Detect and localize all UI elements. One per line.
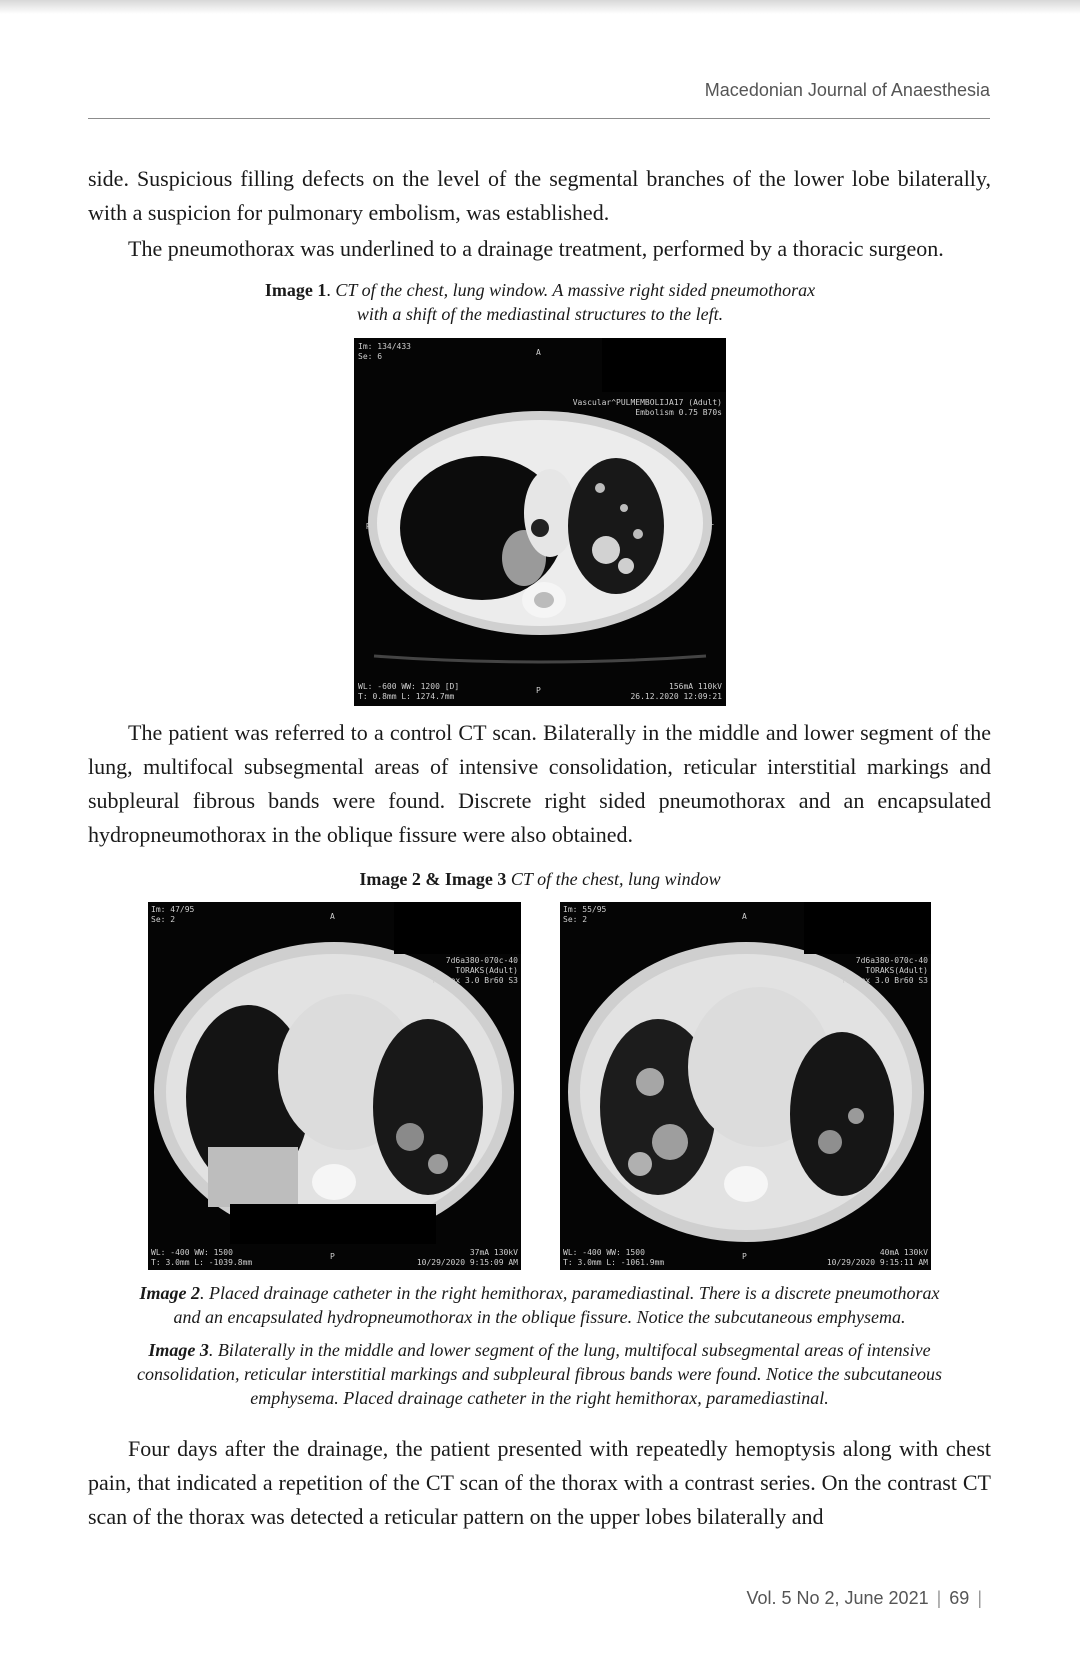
figure23-title-text: CT of the chest, lung window bbox=[510, 869, 721, 889]
ct-overlay-text: A bbox=[536, 348, 541, 357]
ct-overlay-text: Im: 47/95 bbox=[151, 905, 195, 914]
ct-overlay-text: WL: -400 WW: 1500 bbox=[563, 1248, 645, 1257]
paragraph-control-ct: The patient was referred to a control CT scan. Bilaterally in the middle and lower segment of the lung, multifocal subsegmental areas of intensive consolidation, reticular interstitial markings and subpleural fibrous bands were found. Discrete right sided pneumothorax and an encapsulated hydropneumothorax in the oblique fissure were also obtained. bbox=[88, 720, 991, 847]
figure3-ct-image bbox=[560, 902, 931, 1270]
figure2-caption: Image 2. Placed drainage catheter in the right hemithorax, paramediastinal. There is a discrete pneumothorax and an encapsulated hydropneumothorax in the oblique fissure. Notice the subcutaneous emphysema. bbox=[139, 1283, 940, 1327]
ct-overlay-text: Se: 2 bbox=[563, 915, 588, 924]
ct-overlay-text: Vascular^PULMEMBOLIJA17 (Adult) bbox=[572, 398, 722, 407]
ct-overlay-text: 156mA 110kV bbox=[669, 682, 722, 691]
ct-overlay-text: A bbox=[742, 912, 747, 921]
figure3-caption-line3: emphysema. Placed drainage catheter in the right hemithorax, paramediastinal. bbox=[250, 1388, 829, 1408]
paragraph-continuation: side. Suspicious filling defects on the level of the segmental branches of the lower lobe bilaterally, with a suspicion for pulmonary embolism, was established. bbox=[88, 166, 991, 225]
figure2-ct-image bbox=[148, 902, 521, 1270]
figure2-caption-line1: Placed drainage catheter in the right hemithorax, paramediastinal. There is a discrete pneumothorax bbox=[208, 1283, 940, 1303]
ct-overlay-text: T: 0.8mm L: 1274.7mm bbox=[358, 692, 455, 701]
ct-overlay-text: Se: 6 bbox=[358, 352, 383, 361]
ct-overlay-text: 37mA 130kV bbox=[469, 1248, 518, 1257]
figure3-label: Image 3 bbox=[148, 1340, 209, 1360]
figure2-caption-line2: and an encapsulated hydropneumothorax in the oblique fissure. Notice the subcutaneous emphysema. bbox=[173, 1307, 906, 1327]
redaction-box bbox=[230, 1204, 436, 1244]
figure1-caption: Image 1. CT of the chest, lung window. A massive right sided pneumothorax with a shift of the mediastinal structures to the left. bbox=[264, 280, 816, 324]
footer-volume: Vol. 5 No 2, June 2021 bbox=[746, 1588, 929, 1608]
figure3-caption-line2: consolidation, reticular interstitial markings and subpleural fibrous bands were found. Notice the subcutaneous bbox=[137, 1364, 942, 1384]
ct-overlay-text: Thorax 3.0 Br60 S3 bbox=[431, 976, 518, 985]
figure1-ct-image bbox=[354, 338, 726, 706]
figure3-caption-line1: Bilaterally in the middle and lower segment of the lung, multifocal subsegmental areas of intensive bbox=[217, 1340, 931, 1360]
figure1-caption-line2: with a shift of the mediastinal structures to the left. bbox=[356, 304, 724, 324]
redaction-box bbox=[804, 902, 931, 954]
ct-overlay-text: Im: 134/433 bbox=[358, 342, 411, 351]
figure1-label: Image 1 bbox=[264, 280, 327, 300]
ct-overlay-text: Im: 55/95 bbox=[563, 905, 607, 914]
ct-overlay-text: Embolism 0.75 B70s bbox=[635, 408, 722, 417]
paragraph-hemoptysis: Four days after the drainage, the patient presented with repeatedly hemoptysis along with chest pain, that indicated a repetition of the CT scan of the thorax with a contrast series. On the contrast CT scan of the thorax was detected a reticular pattern on the upper lobes bilaterally and bbox=[88, 1436, 991, 1529]
ct-scan-drawing bbox=[354, 338, 726, 706]
redaction-box bbox=[602, 338, 726, 392]
paragraph-drainage: The pneumothorax was underlined to a drainage treatment, performed by a thoracic surgeon. bbox=[128, 236, 944, 261]
figure2-label: Image 2 bbox=[139, 1283, 200, 1303]
page-edge-shadow bbox=[0, 0, 1080, 14]
ct-overlay-text: P bbox=[536, 686, 541, 695]
ct-overlay-text: 10/29/2020 9:15:11 AM bbox=[826, 1258, 928, 1267]
ct-overlay-text: R bbox=[366, 522, 371, 531]
figure3-caption: Image 3. Bilaterally in the middle and lower segment of the lung, multifocal subsegmental areas of intensive consolidation, reticular interstitial markings and subpleural fibrous bands were found. Notice the subcutaneous emphysema. Placed drainage catheter in the right hemithorax, paramediastinal. bbox=[137, 1340, 942, 1408]
figure1-caption-line1: CT of the chest, lung window. A massive right sided pneumothorax bbox=[335, 280, 816, 300]
page-number: 69 bbox=[949, 1588, 970, 1608]
ct-overlay-text: TORAKS(Adult) bbox=[455, 966, 518, 975]
ct-overlay-text: L bbox=[709, 518, 714, 527]
figure23-title bbox=[240, 867, 840, 891]
redaction-box bbox=[394, 902, 521, 954]
ct-overlay-text: T: 3.0mm L: -1039.8mm bbox=[151, 1258, 253, 1267]
ct-overlay-text: A bbox=[330, 912, 335, 921]
journal-header: Macedonian Journal of Anaesthesia bbox=[704, 80, 990, 100]
ct-overlay-text: P bbox=[742, 1252, 747, 1261]
ct-overlay-text: 26.12.2020 12:09:21 bbox=[630, 692, 722, 701]
ct-overlay-text: 10/29/2020 9:15:09 AM bbox=[416, 1258, 518, 1267]
figure23-label: Image 2 & Image 3 bbox=[359, 869, 507, 889]
ct-overlay-text: 7d6a380-070c-40 bbox=[855, 956, 928, 965]
ct-overlay-text: TORAKS(Adult) bbox=[865, 966, 928, 975]
page-footer: Vol. 5 No 2, June 2021 | 69 | bbox=[746, 1588, 982, 1608]
ct-overlay-text: T: 3.0mm L: -1061.9mm bbox=[563, 1258, 665, 1267]
ct-overlay-text: WL: -600 WW: 1200 [D] bbox=[358, 682, 460, 691]
ct-overlay-text: Se: 2 bbox=[151, 915, 176, 924]
ct-overlay-text: 7d6a380-070c-40 bbox=[445, 956, 518, 965]
ct-overlay-text: Thorax 3.0 Br60 S3 bbox=[841, 976, 928, 985]
ct-overlay-text: 40mA 130kV bbox=[879, 1248, 928, 1257]
ct-overlay-text: WL: -400 WW: 1500 bbox=[151, 1248, 233, 1257]
header-rule bbox=[88, 118, 990, 119]
ct-overlay-text: P bbox=[330, 1252, 335, 1261]
